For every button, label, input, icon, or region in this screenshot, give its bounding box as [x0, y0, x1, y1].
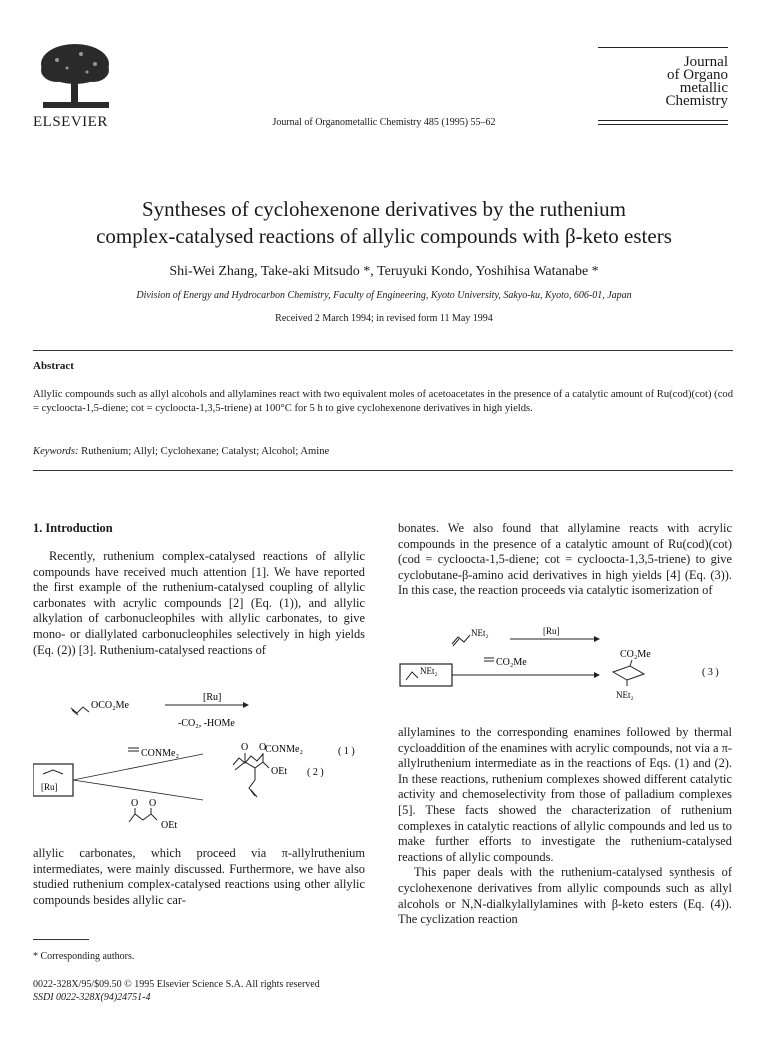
scheme-equation-3 [398, 622, 732, 722]
logo-rule-bottom [598, 120, 728, 121]
paragraph: This paper deals with the ruthenium-catalysed synthesis of cyclohexenone derivatives from allylic compounds such as allyl alcohols or N,N-dialkylallylamines with β-keto esters (Eq. (4)). The cyclization reaction [398, 865, 732, 927]
scheme-amine-label: NEt₂ [471, 628, 489, 638]
equation-number: ( 2 ) [307, 767, 324, 778]
paragraph: allylic carbonates, which proceed via π-allylruthenium intermediates, were mainly discussed. Furthermore, we have also studied ruthenium complex-catalysed reactions using other allylic compounds besides allylic car- [33, 846, 365, 907]
scheme-byproducts-label: -CO₂, -HOMe [178, 718, 235, 729]
paragraph: bonates. We also found that allylamine reacts with acrylic compounds in the presence of a catalytic amount of Ru(cod)(cot) (cod = cycloocta-1,5-diene; cot = cycloocta-1,3,5-triene) to give cyclobutane-β-amino acid derivatives in high yields [4] (Eq. (3)). In this case, the reaction proceeds via catalytic isomerization of [398, 521, 732, 598]
footnote-rule [33, 939, 89, 940]
section-heading: 1. Introduction [33, 521, 113, 535]
abstract-rule-top [33, 350, 733, 351]
elsevier-tree-logo [37, 40, 113, 112]
paragraph: allylamines to the corresponding enamines followed by thermal cycloaddition of the enamines with acrylic compounds, not via a π-allylruthenium intermediate as in the reactions of Eqs. (1) and (2). In these reactions, ruthenium complexes showed different catalytic activity and chemoselectivity from those of palladium complexes [5]. These facts showed the characterization of ruthenium complexes in catalytic reactions of allylic compounds and led us to make further efforts to investigate the ruthenium-catalysed reactions of allylic compounds. [398, 725, 732, 864]
scheme-catalyst-label: [Ru] [203, 692, 222, 703]
logo-rule-top [598, 47, 728, 48]
affiliation: Division of Energy and Hydrocarbon Chemistry, Faculty of Engineering, Kyoto University, Sakyo-ku, Kyoto, 606-01, Japan [136, 290, 632, 301]
keywords-list: Ruthenium; Allyl; Cyclohexane; Catalyst; Alcohol; Amine [81, 446, 330, 457]
equation-number: ( 3 ) [702, 667, 719, 678]
scheme-o-label: O [131, 798, 139, 809]
scheme-product-bottom-label: NEt₂ [616, 690, 634, 700]
equation-number: ( 1 ) [338, 746, 355, 757]
scheme-acceptor-label: CONMe₂ [141, 748, 179, 759]
author-list: Shi-Wei Zhang, Take-aki Mitsudo *, Teruyuki Kondo, Yoshihisa Watanabe * [169, 264, 599, 279]
received-dates: Received 2 March 1994; in revised form 11 May 1994 [275, 313, 493, 324]
scheme-ru-label: [Ru] [41, 782, 58, 792]
journal-logo [666, 56, 729, 108]
journal-citation: Journal of Organometallic Chemistry 485 (1995) 55–62 [272, 117, 496, 128]
logo-rule-bottom2 [598, 124, 728, 125]
journal-logo-line: metallic [679, 80, 728, 96]
article-title [40, 196, 728, 250]
intro-paragraph-2 [33, 846, 365, 908]
keywords-label: Keywords: [33, 446, 79, 457]
scheme-o-label: O [259, 742, 267, 753]
title-line-1: Syntheses of cyclohexenone derivatives by the ruthenium [141, 197, 627, 221]
title-line-2: complex-catalysed reactions of allylic compounds with β-keto esters [96, 224, 672, 248]
scheme-product2 [215, 740, 325, 820]
ssdi-line: SSDI 0022-328X(94)24751-4 [33, 992, 151, 1003]
issn-line: 0022-328X/95/$09.50 © 1995 Elsevier Science S.A. All rights reserved [33, 979, 320, 990]
right-paragraph-2 [398, 725, 732, 928]
scheme-product-top-label: CO₂Me [620, 649, 651, 660]
journal-logo-line: Chemistry [665, 93, 728, 109]
footnote: * Corresponding authors. [33, 951, 135, 962]
journal-logo-line: Journal [683, 54, 728, 70]
scheme-enamine-label: NEt₂ [420, 666, 438, 676]
journal-logo-line: of Organo [667, 67, 728, 83]
scheme-oet-label: OEt [271, 766, 288, 777]
keywords [33, 446, 329, 457]
abstract-rule-bottom [33, 470, 733, 471]
abstract-text: Allylic compounds such as allyl alcohols and allylamines react with two equivalent moles of acetoacetates in the presence of a catalytic amount of Ru(cod)(cot) (cod = cycloocta-1,5-diene; cot = cycloocta-1,3,5-triene) at 100°C for 5 h to give cyclohexenone derivatives in high yields. [33, 389, 733, 414]
right-paragraph-1 [398, 521, 732, 599]
intro-paragraph-1 [33, 549, 365, 658]
scheme-o-label: O [149, 798, 157, 809]
scheme-product1-label: CONMe₂ [265, 744, 303, 755]
scheme-oet-label: OEt [161, 820, 178, 831]
copyright-line [33, 978, 320, 1004]
scheme-o-label: O [241, 742, 249, 753]
scheme-reactant-label: OCO₂Me [91, 700, 129, 711]
publisher-name: ELSEVIER [33, 114, 108, 130]
scheme-catalyst-label: [Ru] [543, 626, 560, 636]
abstract-heading: Abstract [33, 360, 74, 372]
paragraph: Recently, ruthenium complex-catalysed reactions of allylic compounds have received much attention [1]. We have reported the first example of the ruthenium-catalysed coupling of allylic carbonates with acrylic compounds [2] (Eq. (1)), and allylic alkylation of carbonucleophiles with allylic carbonates, to give mono- or diallylated carbonucleophiles selectively in high yields (Eq. (2)) [3]. Ruthenium-catalysed reactions of [33, 549, 365, 657]
scheme-acrylate-label: CO₂Me [496, 657, 527, 668]
